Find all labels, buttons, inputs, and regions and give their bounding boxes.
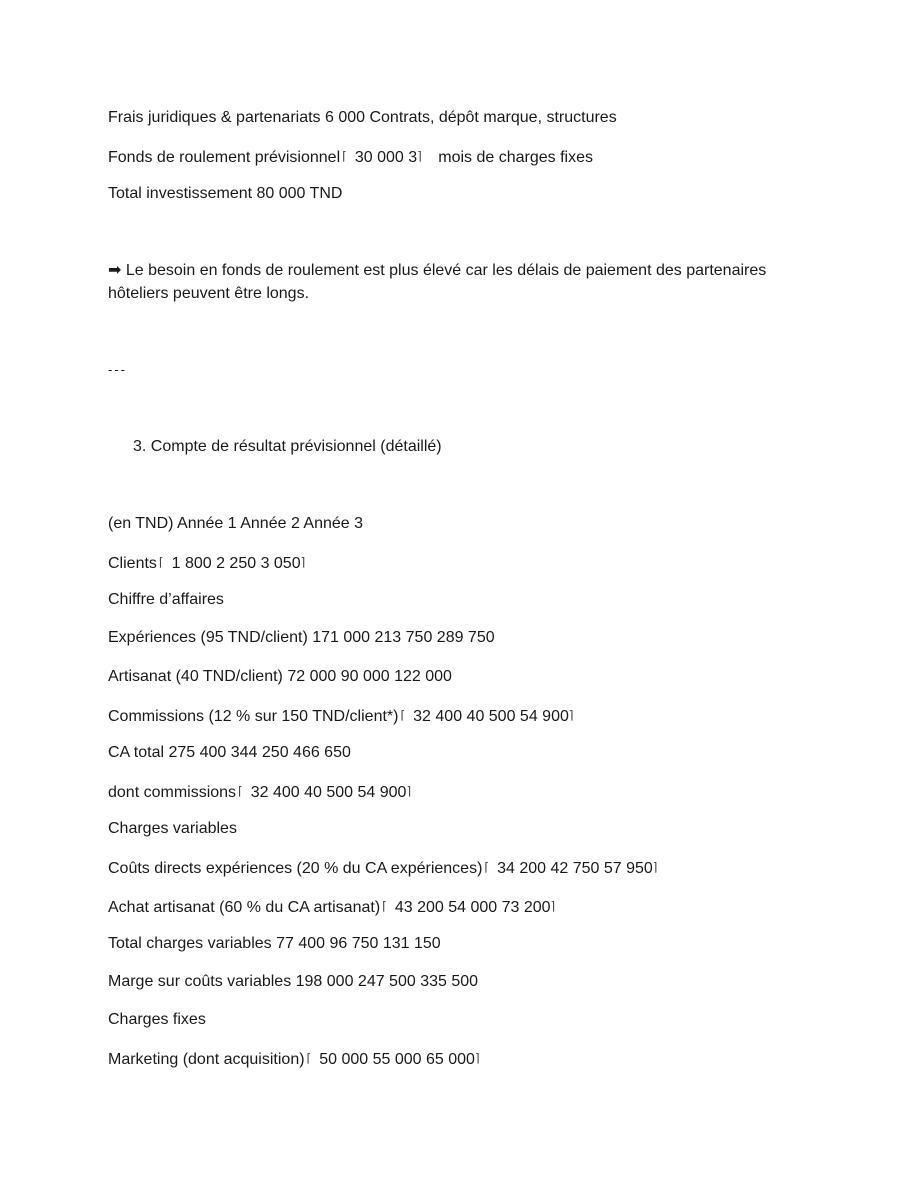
clients-values: 1 800 2 250 3 050: [171, 555, 301, 572]
crafts-purchase-values: 43 200 54 000 73 200: [394, 899, 551, 916]
bracket-open-mark: ⌈: [306, 1051, 312, 1065]
marketing-label: Marketing (dont acquisition): [108, 1051, 305, 1068]
clients-label: Clients: [108, 555, 157, 572]
working-capital-label: Fonds de roulement prévisionnel: [108, 149, 341, 166]
bracket-close-mark: ⌉: [652, 860, 658, 874]
text-line-commissions: [108, 705, 576, 727]
of-which-commissions-values: 32 400 40 500 54 900: [250, 784, 407, 801]
text-line-total-variable-costs: Total charges variables 77 400 96 750 131 150: [108, 935, 441, 952]
text-line-crafts-purchase: [108, 896, 557, 918]
bracket-close-mark: ⌉: [406, 784, 412, 798]
bracket-close-mark: ⌉: [474, 1051, 480, 1065]
text-line-working-capital: [108, 146, 593, 168]
direct-costs-values: 34 200 42 750 57 950: [497, 860, 653, 877]
bracket-close-mark: ⌉: [568, 708, 574, 722]
text-line-variable-costs-heading: Charges variables: [108, 820, 237, 837]
text-line-of-which-commissions: [108, 781, 413, 803]
text-line-legal-fees: Frais juridiques & partenariats 6 000 Contrats, dépôt marque, structures: [108, 109, 617, 126]
bracket-open-mark: ⌈: [238, 784, 243, 798]
working-capital-remark: ➡ Le besoin en fonds de roulement est plus élevé car les délais de paiement des partenaires hôteliers peuvent être longs.: [108, 262, 767, 302]
text-line-total-investment: Total investissement 80 000 TND: [108, 185, 343, 202]
commissions-label: Commissions (12 % sur 150 TND/client*): [108, 708, 399, 725]
bracket-open-mark: ⌈: [400, 708, 406, 722]
text-line-years-header: (en TND) Année 1 Année 2 Année 3: [108, 515, 364, 532]
bracket-close-mark: ⌉: [550, 899, 556, 913]
marketing-values: 50 000 55 000 65 000: [319, 1051, 475, 1068]
bracket-close-mark: ⌉: [417, 149, 422, 163]
text-line-clients: [108, 552, 307, 574]
text-line-marketing: [108, 1048, 482, 1070]
of-which-commissions-label: dont commissions: [108, 784, 237, 801]
bracket-open-mark: ⌈: [484, 860, 490, 874]
text-line-experiences: Expériences (95 TND/client) 171 000 213 750 289 750: [108, 629, 495, 646]
bracket-open-mark: ⌈: [382, 899, 387, 913]
text-line-fixed-costs-heading: Charges fixes: [108, 1011, 206, 1028]
direct-costs-label: Coûts directs expériences (20 % du CA expériences): [108, 860, 483, 877]
text-line-contribution-margin: Marge sur coûts variables 198 000 247 500 335 500: [108, 973, 479, 990]
text-line-direct-costs: [108, 857, 659, 879]
section-heading: 3. Compte de résultat prévisionnel (détaillé): [133, 438, 442, 455]
commissions-values: 32 400 40 500 54 900: [413, 708, 569, 725]
working-capital-value: 30 000 3: [354, 149, 418, 166]
working-capital-note: mois de charges fixes: [438, 149, 593, 166]
crafts-purchase-label: Achat artisanat (60 % du CA artisanat): [108, 899, 381, 916]
text-line-revenue-heading: Chiffre d’affaires: [108, 591, 224, 608]
text-line-crafts: Artisanat (40 TND/client) 72 000 90 000 122 000: [108, 668, 452, 685]
text-line-total-revenue: CA total 275 400 344 250 466 650: [108, 744, 351, 761]
bracket-close-mark: ⌉: [300, 555, 306, 569]
bracket-open-mark: ⌈: [158, 555, 164, 569]
section-separator: ---: [108, 362, 127, 377]
bracket-open-mark: ⌈: [342, 149, 347, 163]
